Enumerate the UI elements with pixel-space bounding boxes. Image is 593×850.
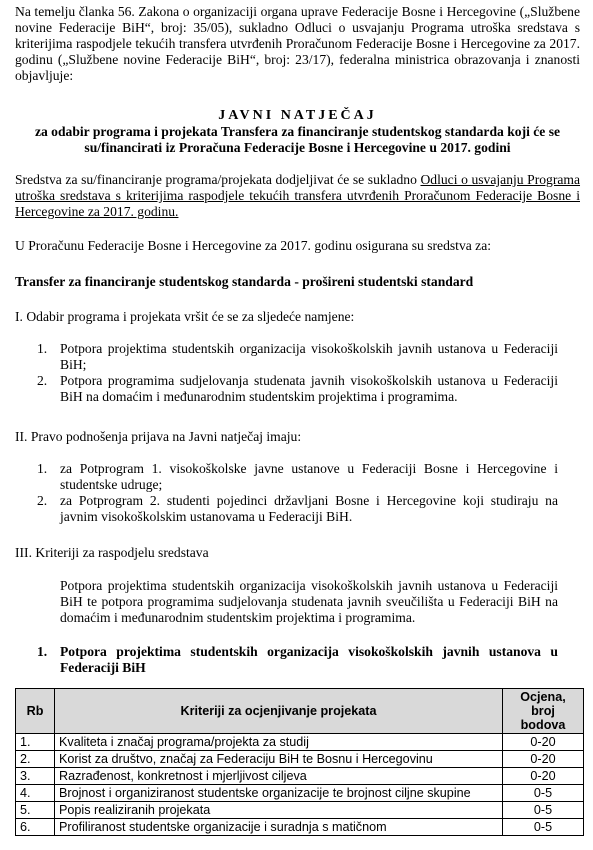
section-2-heading: II. Pravo podnošenja prijava na Javni natječaj imaju:	[15, 429, 302, 444]
row-number: 3.	[16, 768, 55, 785]
section-1-list	[37, 341, 558, 405]
table-row	[16, 802, 584, 819]
document-title: JAVNI NATJEČAJ	[218, 108, 377, 123]
table-row	[16, 819, 584, 836]
row-score: 0-20	[503, 734, 584, 751]
decision-link[interactable]: Odluci o usvajanju Programa utroška sredstava s kriterijima raspodjele tekućih transfera utvrđenih Proračunom Federacije Bosne i Hercegovine za 2017. godinu.	[15, 172, 581, 219]
table-row	[16, 785, 584, 802]
row-number: 2.	[16, 751, 55, 768]
row-criteria: Brojnost i organiziranost studentske organizacije te brojnost ciljne skupine	[55, 785, 503, 802]
section-1-heading: I. Odabir programa i projekata vršit će se za sljedeće namjene:	[15, 309, 355, 324]
row-score: 0-5	[503, 785, 584, 802]
row-score: 0-5	[503, 802, 584, 819]
document-subtitle: za odabir programa i projekata Transfera za financiranje studentskog standarda koji će se su/financirati iz Proračuna Federacije Bosne i Hercegovine u 2017. godini	[34, 124, 561, 155]
intro-paragraph: Na temelju članka 56. Zakona o organizaciji organa uprave Federacije Bosne i Hercegovine („Službene novine Federacije BiH“, broj: 35/05), sukladno Odluci o usvajanju Programa utroška sredstava s kriterijima raspodjele tekućih transfera utvrđenih Proračunom Federacije Bosne i Hercegovine za 2017. godinu („Službene novine Federacije BiH“, broj: 23/17), federalna ministrica obrazovanja i znanosti objavljuje:	[15, 4, 580, 83]
table-row	[16, 768, 584, 785]
table-header-row	[16, 689, 584, 734]
section-3-paragraph: Potpora projektima studentskih organizacija visokoškolskih javnih ustanova u Federaciji BiH te potpora programima sudjelovanja studenata javnih sveučilišta u Federaciji BiH na domaćim i međunarodnim studentskim projektima i programima.	[60, 578, 558, 625]
criteria-subheading-text: Potpora projektima studentskih organizacija visokoškolskih javnih ustanova u Federaciji BiH	[60, 644, 558, 675]
criteria-subheading-number: 1.	[37, 644, 48, 659]
row-score: 0-20	[503, 768, 584, 785]
table-row	[16, 734, 584, 751]
list-item: 1. za Potprogram 1. visokoškolske javne ustanove u Federaciji Bosne i Hercegovine i studentske udruge;	[37, 461, 558, 492]
row-criteria: Popis realiziranih projekata	[55, 802, 503, 819]
row-score: 0-20	[503, 751, 584, 768]
section-2-list	[37, 461, 558, 525]
section-3-heading: III. Kriteriji za raspodjelu sredstava	[15, 545, 209, 560]
row-criteria: Kvaliteta i značaj programa/projekta za studij	[55, 734, 503, 751]
header-rb: Rb	[16, 689, 55, 734]
row-criteria: Razrađenost, konkretnost i mjerljivost ciljeva	[55, 768, 503, 785]
row-criteria: Korist za društvo, značaj za Federaciju BiH te Bosnu i Hercegovinu	[55, 751, 503, 768]
row-number: 1.	[16, 734, 55, 751]
row-number: 4.	[16, 785, 55, 802]
row-number: 5.	[16, 802, 55, 819]
funds-paragraph	[15, 172, 580, 220]
row-score: 0-5	[503, 819, 584, 836]
row-number: 6.	[16, 819, 55, 836]
budget-paragraph: U Proračunu Federacije Bosne i Hercegovine za 2017. godinu osigurana su sredstva za:	[15, 238, 492, 253]
criteria-table	[15, 688, 584, 836]
funds-paragraph-text: Sredstva za su/financiranje programa/projekata dodjeljivat će se sukladno	[15, 172, 421, 187]
list-item: 2. za Potprogram 2. studenti pojedinci državljani Bosne i Hercegovine koji studiraju na javnim visokoškolskim ustanovama u Federaciji BiH.	[37, 493, 558, 524]
header-score: Ocjena, broj bodova	[503, 689, 584, 734]
list-item: 2. Potpora programima sudjelovanja studenata javnih visokoškolskih ustanova u Federaciji BiH na domaćim i međunarodnim studentskim projektima i programima.	[37, 373, 558, 404]
table-row	[16, 751, 584, 768]
list-item: 1. Potpora projektima studentskih organizacija visokoškolskih javnih ustanova u Federaciji BiH;	[37, 341, 558, 372]
criteria-subheading	[37, 644, 558, 676]
header-criteria: Kriteriji za ocjenjivanje projekata	[55, 689, 503, 734]
row-criteria: Profiliranost studentske organizacije i suradnja s matičnom	[55, 819, 503, 836]
transfer-heading: Transfer za financiranje studentskog standarda - prošireni studentski standard	[15, 274, 474, 289]
